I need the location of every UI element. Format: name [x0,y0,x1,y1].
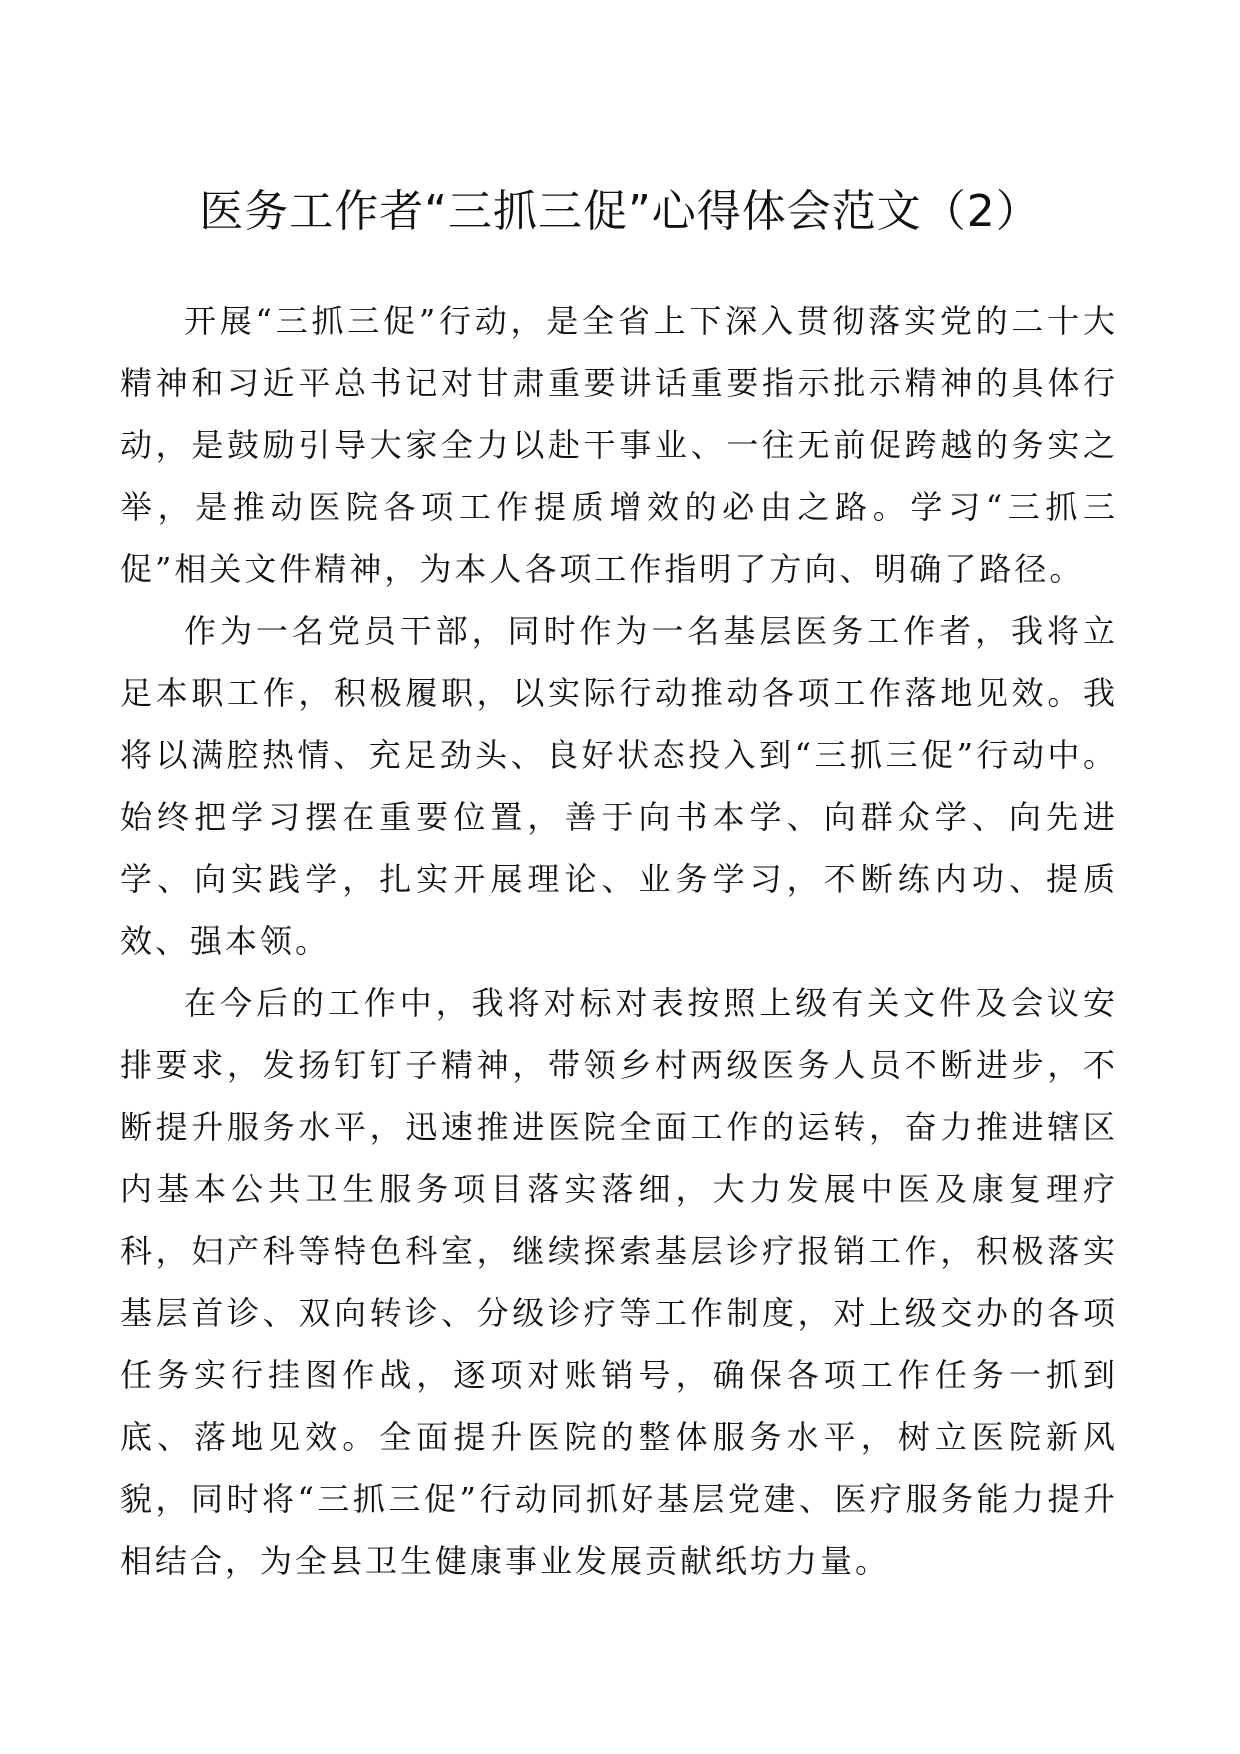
paragraph-1: 开展“三抓三促”行动，是全省上下深入贯彻落实党的二十大精神和习近平总书记对甘肃重要讲话重要指示批示精神的具体行动，是鼓励引导大家全力以赴干事业、一往无前促跨越的务实之举，是推动医院各项工作提质增效的必由之路。学习“三抓三促”相关文件精神，为本人各项工作指明了方向、明确了路径。 [120,302,1118,588]
document-title: 医务工作者“三抓三促”心得体会范文（2） [199,186,1041,237]
paragraph-2: 作为一名党员干部，同时作为一名基层医务工作者，我将立足本职工作，积极履职，以实际行动推动各项工作落地见效。我将以满腔热情、充足劲头、良好状态投入到“三抓三促”行动中。始终把学习摆在重要位置，善于向书本学、向群众学、向先进学、向实践学，扎实开展理论、业务学习，不断练内功、提质效、强本领。 [120,612,1118,960]
document-body [120,290,1118,1592]
paragraph-3: 在今后的工作中，我将对标对表按照上级有关文件及会议安排要求，发扬钉钉子精神，带领乡村两级医务人员不断进步，不断提升服务水平，迅速推进医院全面工作的运转，奋力推进辖区内基本公共卫生服务项目落实落细，大力发展中医及康复理疗科，妇产科等特色科室，继续探索基层诊疗报销工作，积极落实基层首诊、双向转诊、分级诊疗等工作制度，对上级交办的各项任务实行挂图作战，逐项对账销号，确保各项工作任务一抓到底、落地见效。全面提升医院的整体服务水平，树立医院新风貌，同时将“三抓三促”行动同抓好基层党建、医疗服务能力提升相结合，为全县卫生健康事业发展贡献纸坊力量。 [120,984,1118,1580]
